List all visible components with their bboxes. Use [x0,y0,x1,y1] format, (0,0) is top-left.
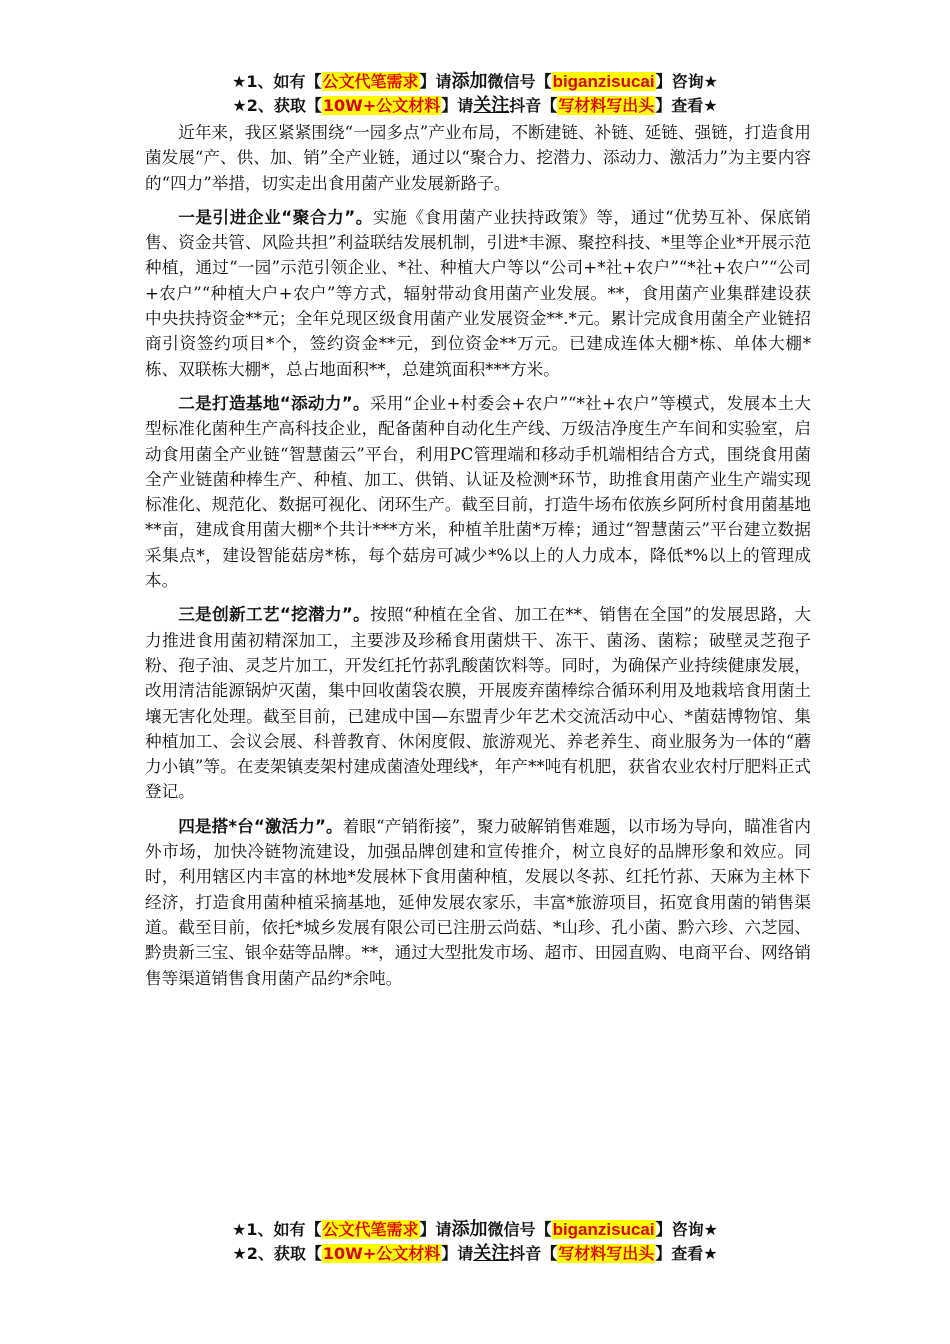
promo-emphasis-add: 添加 [451,71,488,92]
promo-text: 抖音【 [509,96,558,115]
section-paragraph-3 [145,602,811,804]
promo-line-2 [0,94,950,118]
intro-paragraph: 近年来，我区紧紧围绕“一园多点”产业布局，不断建链、补链、延链、强链，打造食用菌发展“产、供、加、销”全产业链，通过以“聚合力、挖潜力、添动力、激活力”为主要内容的“四力”举措，切实走出食用菌产业发展新路子。 [145,123,811,193]
promo-emphasis-add: 添加 [451,1219,488,1240]
promo-text: 】请 [441,1244,474,1263]
promo-text: ★2、获取【 [232,1244,322,1263]
section-body: 实施《食用菌产业扶持政策》等，通过“优势互补、保底销售、资金共管、风险共担”利益联结发展机制，引进*丰源、聚控科技、*里等企业*开展示范种植，通过“一园”示范引领企业、*社、种植大户等以“公司+*社+农户”“*社+农户”“公司+农户”“种植大户+农户”等方式，辐射带动食用菌产业发展。**，食用菌产业集群建设获中央扶持资金**元；全年兑现区级食用菌产业发展资金**.*元。累计完成食用菌全产业链招商引资签约项目*个，签约资金**元，到位资金**万元。已建成连体大棚*栋、单体大棚*栋、双联栋大棚*，总占地面积**，总建筑面积***方米。 [145,207,812,379]
promo-text: 】请 [419,1220,452,1239]
promo-emphasis-follow: 关注 [473,95,510,116]
promo-text: 微信号【 [487,72,552,91]
section-body: 按照“种植在全省、加工在**、销售在全国”的发展思路，大力推进食用菌初精深加工，主要涉及珍稀食用菌烘干、冻干、菌汤、菌粽；破壁灵芝孢子粉、孢子油、灵芝片加工，开发红托竹荪乳酸菌饮料等。同时，为确保产业持续健康发展，改用清洁能源锅炉灭菌，集中回收菌袋农膜，开展废弃菌棒综合循环利用及地栽培食用菌土壤无害化处理。截至目前，已建成中国—东盟青少年艺术交流活动中心、*菌菇博物馆、集种植加工、会议会展、科普教育、休闲度假、旅游观光、养老养生、商业服务为一体的“蘑力小镇”等。在麦架镇麦架村建成菌渣处理线*，年产**吨有机肥，获省农业农村厅肥料正式登记。 [145,605,811,802]
section-title: 三是创新工艺“挖潜力”。 [178,605,371,625]
promo-highlight-wechat-id: biganzisucai [552,72,655,91]
promo-text: 】请 [441,96,474,115]
promo-text: ★1、如有【 [232,72,322,91]
promo-line-1 [0,70,950,94]
document-body [145,120,811,1000]
section-paragraph-2 [145,391,811,593]
section-body: 采用“企业+村委会+农户”“*社+农户”等模式，发展本土大型标准化菌种生产高科技企业，配备菌种自动化生产线、万级洁净度生产车间和实验室，启动食用菌全产业链“智慧菌云”平台，利用PC管理端和移动手机端相结合方式，围绕食用菌全产业链菌种棒生产、种植、加工、供销、认证及检测*环节，助推食用菌产业生产端实现标准化、规范化、数据可视化、闭环生产。截至目前，打造牛场布依族乡阿所村食用菌基地**亩，建成食用菌大棚*个共计***方米，种植羊肚菌*万棒；通过“智慧菌云”平台建立数据采集点*，建设智能菇房*栋，每个菇房可减少*%以上的人力成本，降低*%以上的管理成本。 [145,393,811,591]
promo-banner-top [0,70,950,118]
promo-text: 抖音【 [509,1244,558,1263]
promo-highlight-materials: 10W+公文材料 [322,1244,441,1263]
promo-highlight-service: 公文代笔需求 [322,72,419,91]
promo-text: 微信号【 [487,1220,552,1239]
promo-line-1 [0,1218,950,1242]
promo-text: 】查看★ [655,96,718,115]
section-title: 一是引进企业“聚合力”。 [178,207,373,227]
section-body: 着眼“产销衔接”，聚力破解销售难题，以市场为导向，瞄准省内外市场，加快冷链物流建设，加强品牌创建和宣传推介，树立良好的品牌形象和效应。同时，利用辖区内丰富的林地*发展林下食用菌种植，发展以冬荪、红托竹荪、天麻为主林下经济，打造食用菌种植采摘基地，延伸发展农家乐，丰富*旅游项目，拓宽食用菌的销售渠道。截至目前，依托*城乡发展有限公司已注册云尚菇、*山珍、孔小菌、黔六珍、六芝园、黔贵新三宝、银伞菇等品牌。**，通过大型批发市场、超市、田园直购、电商平台、网络销售等渠道销售食用菌产品约*余吨。 [145,816,811,988]
promo-text: 】查看★ [655,1244,718,1263]
promo-text: 】咨询★ [655,1220,718,1239]
section-paragraph-1 [145,205,811,382]
promo-text: 】咨询★ [655,72,718,91]
promo-highlight-wechat-id: biganzisucai [552,1220,655,1239]
promo-highlight-douyin: 写材料写出头 [558,96,655,115]
promo-text: ★1、如有【 [232,1220,322,1239]
promo-text: ★2、获取【 [232,96,322,115]
section-title: 二是打造基地“添动力”。 [178,393,370,413]
promo-highlight-materials: 10W+公文材料 [322,96,441,115]
promo-line-2 [0,1242,950,1266]
section-paragraph-4 [145,814,811,991]
promo-highlight-service: 公文代笔需求 [322,1220,419,1239]
promo-emphasis-follow: 关注 [473,1243,510,1264]
section-title: 四是搭*台“激活力”。 [178,816,343,836]
promo-text: 】请 [419,72,452,91]
promo-highlight-douyin: 写材料写出头 [558,1244,655,1263]
promo-banner-bottom [0,1218,950,1266]
